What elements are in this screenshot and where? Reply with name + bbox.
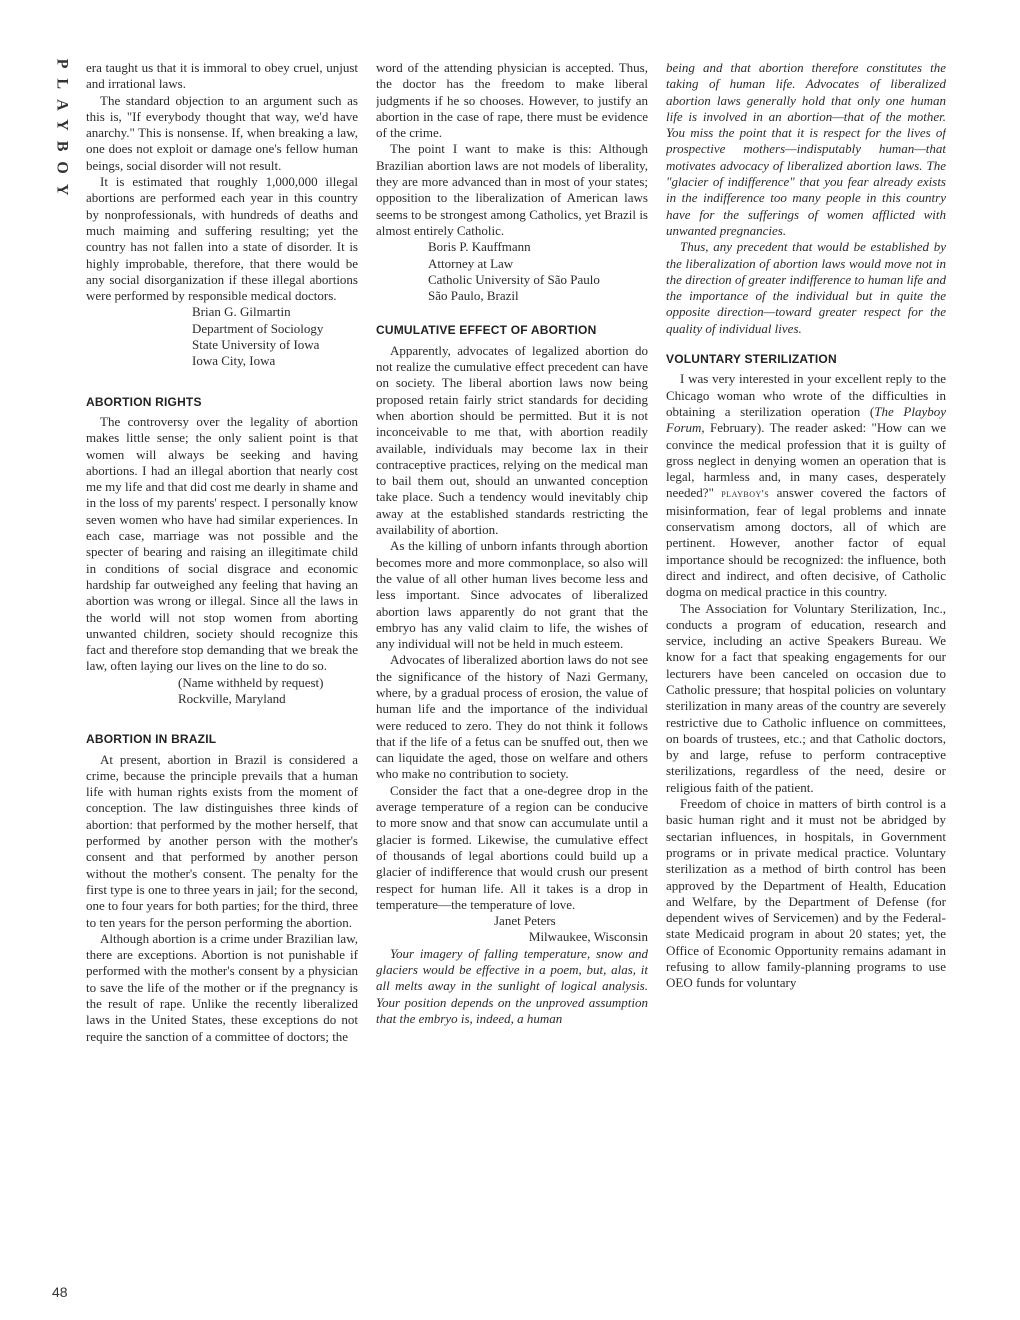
paragraph: At present, abortion in Brazil is considered a crime, because the principle prevails that a human life with human rights exists from the moment of conception. The law distinguishes three kinds of abortion: that performed by the mother herself, that performed by another person with the mother's consent and that performed by another person without the mother's consent. The penalty for the first type is one to three years in jail; for the second, one to four years for both parties; for the third, three to ten years for the person performing the abortion.	[86, 751, 358, 930]
signature-line: Iowa City, Iowa	[192, 353, 276, 369]
paragraph: word of the attending physician is accepted. Thus, the doctor has the freedom to make liberal judgments if he so chooses. However, to justify an abortion in the case of rape, there must be evidence of the crime.	[376, 60, 648, 141]
signature-line: São Paulo, Brazil	[428, 288, 519, 304]
signature-peters	[376, 913, 648, 946]
signature-line: Rockville, Maryland	[178, 690, 286, 706]
signature-gilmartin	[86, 304, 358, 369]
playboy-smallcaps: playboy's	[721, 488, 770, 501]
text-run: February). The reader asked: "How can we convince the medical profession that it is guilty of gross neglect in denying women an operation that is legal, harmless and, in many cases, desperately needed?"	[666, 420, 946, 501]
column-1	[86, 60, 358, 1300]
text-run: I was very interested in your excellent reply to the Chicago woman who wrote of the difficulties in obtaining a sterilization operation (	[666, 371, 946, 419]
signature-line: State University of Iowa	[192, 337, 320, 353]
paragraph: It is estimated that roughly 1,000,000 illegal abortions are performed each year in this country by nonprofessionals, with hundreds of deaths and much maiming and suffering resulting; yet the country has not fallen into a state of disorder. It is highly improbable, therefore, that there would be any social disorganization if these illegal abortions were performed by responsible medical doctors.	[86, 174, 358, 304]
heading-abortion-in-brazil: ABORTION IN BRAZIL	[86, 732, 217, 747]
signature-line: (Name withheld by request)	[178, 674, 324, 690]
paragraph: Although abortion is a crime under Brazilian law, there are exceptions. Abortion is not punishable if performed with the mother's consent by a physician to save the life of the mother or if the pregnancy is the result of rape. Unlike the recently liberalized laws in the United States, these exceptions do not require the sanction of a committee of doctors; the	[86, 930, 358, 1044]
editor-reply: Thus, any precedent that would be established by the liberalization of abortion laws would move not in the direction of greater indifference to human life and the importance of the individual but in quite the opposite direction—toward greater respect for the quality of individual lives.	[666, 239, 946, 336]
signature-line: Catholic University of São Paulo	[428, 271, 600, 287]
editor-reply: Your imagery of falling temperature, snow and glaciers would be effective in a poem, but, alas, it all melts away in the sunlight of logical analysis. Your position depends on the unproved assumption that the embryo is, indeed, a human	[376, 945, 648, 1026]
paragraph	[666, 371, 946, 600]
heading-voluntary-sterilization: VOLUNTARY STERILIZATION	[666, 352, 837, 367]
paragraph: era taught us that it is immoral to obey cruel, unjust and irrational laws.	[86, 60, 358, 92]
signature-line: Brian G. Gilmartin	[192, 304, 291, 320]
paragraph: Consider the fact that a one-degree drop in the average temperature of a region can be conducive to more snow and that snow can accumulate until a glacier is formed. Likewise, the cumulative effect of thousands of legal abortions could build up a glacier of indifference that would crush our present respect for human life. All it takes is a drop in temperature—the temperature of love.	[376, 782, 648, 912]
signature-line: Milwaukee, Wisconsin	[528, 929, 648, 945]
editor-reply: being and that abortion therefore constitutes the taking of human life. Advocates of liberalized abortion laws generally hold that only one human life is involved in an abortion—that of the mother. You miss the point that it is respect for the lives of prospective mothers—indisputably human—that motivates advocacy of liberalized abortion laws. The "glacier of indifference" that you fear already exists in the indifference too many people in this country have for the sufferings of women afflicted with unwanted pregnancies.	[666, 60, 946, 238]
paragraph: Freedom of choice in matters of birth control is a basic human right and it must not be abridged by sectarian influences, in hospitals, in Government programs or in private medical practice. Voluntary sterilization as a method of birth control has been approved by the Department of Health, Education and Welfare, by the Department of Defense (for dependent wives of Servicemen) and by the Federal-state Medicaid program in about 20 states; yet, the Office of Economic Opportunity remains adamant in refusing to allow family-planning programs to use OEO funds for voluntary	[666, 796, 946, 991]
paragraph: The point I want to make is this: Although Brazilian abortion laws are not models of liberality, they are more advanced than in most of your states; opposition to the liberalization of American laws seems to be strongest among Catholics, yet Brazil is almost entirely Catholic.	[376, 141, 648, 238]
signature-line: Department of Sociology	[192, 320, 324, 336]
text-run: answer covered the factors of misinformation, fear of legal problems and innate conservatism among doctors, all of which are pertinent. However, another factor of equal importance should be recognized: the influence, both direct and indirect, and often decisive, of Catholic dogma on medical practice in this country.	[666, 485, 946, 600]
paragraph: The Association for Voluntary Sterilization, Inc., conducts a program of education, research and service, including an active Speakers Bureau. We know for a fact that speaking engagements for our lecturers have been canceled on occasion due to Catholic pressure; that hospital policies on voluntary sterilization in many areas of the country are severely restrictive due to Catholic influence on committees, on boards of trustees, etc.; and that Catholic doctors, by and large, refuse to perform contraceptive sterilizations, regardless of the need, desire or religious faith of the patient.	[666, 600, 946, 795]
citation: The Playboy Forum,	[666, 403, 946, 436]
column-2	[376, 60, 648, 1300]
heading-cumulative-effect: CUMULATIVE EFFECT OF ABORTION	[376, 323, 597, 338]
heading-abortion-rights: ABORTION RIGHTS	[86, 394, 202, 409]
signature-withheld	[86, 675, 358, 708]
signature-line: Janet Peters	[494, 913, 556, 929]
playboy-masthead	[48, 52, 74, 212]
signature-kauffmann	[376, 239, 648, 304]
paragraph: The standard objection to an argument such as this is, "If everybody thought that way, we'd have anarchy." This is nonsense. If, when breaking a law, one does not exploit or damage one's fellow human beings, social disorder will not result.	[86, 92, 358, 173]
signature-line: Attorney at Law	[428, 255, 514, 271]
column-3	[666, 60, 946, 1300]
page-number: 48	[52, 1284, 68, 1300]
signature-line: Boris P. Kauffmann	[428, 239, 531, 255]
paragraph: As the killing of unborn infants through abortion becomes more and more commonplace, so also will the value of all other human lives become less and less important. Since advocates of liberalized abortion laws apparently do not grant that the embryo has any valid claim to life, the wishes of any individual will not be held in much esteem.	[376, 538, 648, 652]
paragraph: The controversy over the legality of abortion makes little sense; the only salient point is that women will always be seeking and having abortions. I had an illegal abortion that nearly cost me my life and that did cost me dearly in shame and in the loss of my parents' respect. I personally know seven women who have had similar experiences. In each case, marriage was not possible and the specter of bearing and raising an illegitimate child in conditions of social disgrace and economic hardship far outweighed any feeling that having an abortion was wrong or illegal. Since all the laws in the world will not stop women from aborting unwanted children, society should recognize this fact and therefore stop demanding that we break the law, often laying our lives on the line to do so.	[86, 413, 358, 674]
paragraph: Apparently, advocates of legalized abortion do not realize the cumulative effect precedent can have on society. The liberal abortion laws now being proposed retain fairly strict standards for deciding when abortion should be permitted. But it is not inconceivable to me that, with abortion readily available, individuals may become lax in their contraceptive practices, relying on the medical man to bail them out, should an unwanted conception take place. Such a tendency would inevitably chip away at the established standards restricting the availability of abortion.	[376, 342, 648, 538]
masthead-text: PLAYBOY	[53, 58, 71, 206]
paragraph: Advocates of liberalized abortion laws do not see the significance of the history of Nazi Germany, where, by a gradual process of erosion, the value of human life and the importance of the individual were reduced to zero. They do not think it follows that if the life of a fetus can be snuffed out, then we can liquidate the aged, those on welfare and others who make no contribution to society.	[376, 652, 648, 782]
